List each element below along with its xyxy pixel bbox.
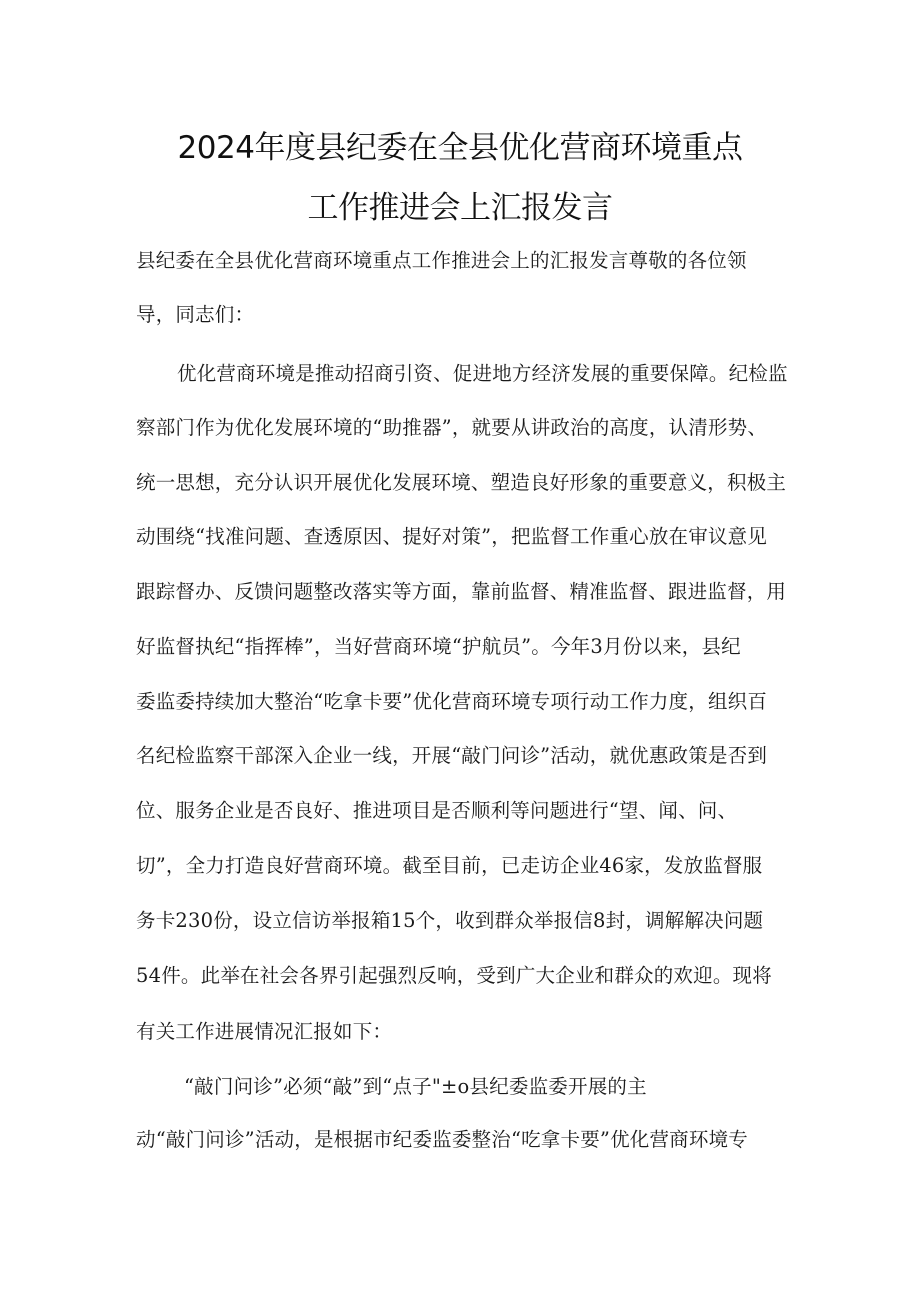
document-title-line-1: 2024年度县纪委在全县优化营商环境重点 [177, 130, 743, 166]
body-line: 导，同志们： [136, 303, 255, 326]
body-line: 动“敲门问诊”活动，是根据市纪委监委整治“吃拿卡要”优化营商环境专 [136, 1128, 748, 1151]
body-line: 跟踪督办、反馈问题整改落实等方面，靠前监督、精准监督、跟进监督，用 [136, 580, 787, 603]
body-line: 好监督执纪“指挥棒”，当好营商环境“护航员”。今年3月份以来，县纪 [136, 635, 741, 658]
body-line: 察部门作为优化发展环境的“助推器”，就要从讲政治的高度，认清形势、 [136, 416, 768, 439]
body-line: 务卡230份，设立信访举报箱15个，收到群众举报信8封，调解解决问题 [136, 909, 764, 932]
body-line: 统一思想，充分认识开展优化发展环境、塑造良好形象的重要意义，积极主 [136, 471, 787, 494]
body-line: 动围绕“找准问题、查透原因、提好对策”，把监督工作重心放在审议意见 [136, 525, 768, 548]
body-line: 54件。此举在社会各界引起强烈反响，受到广大企业和群众的欢迎。现将 [136, 964, 772, 987]
body-line: 委监委持续加大整治“吃拿卡要”优化营商环境专项行动工作力度，组织百 [136, 690, 768, 713]
body-line: “敲门问诊”必须“敲”到“点子"±o县纪委监委开展的主 [184, 1075, 647, 1098]
body-line: 位、服务企业是否良好、推进项目是否顺利等问题进行“望、闻、问、 [136, 799, 738, 822]
body-line: 优化营商环境是推动招商引资、促进地方经济发展的重要保障。纪检监 [177, 362, 788, 385]
body-line: 县纪委在全县优化营商环境重点工作推进会上的汇报发言尊敬的各位领 [136, 249, 747, 272]
document-title-line-2: 工作推进会上汇报发言 [307, 190, 613, 226]
body-line: 名纪检监察干部深入企业一线，开展“敲门问诊”活动，就优惠政策是否到 [136, 744, 768, 767]
body-line: 有关工作进展情况汇报如下： [136, 1020, 393, 1043]
body-line: 切”，全力打造良好营商环境。截至目前，已走访企业46家，发放监督服 [136, 854, 763, 877]
